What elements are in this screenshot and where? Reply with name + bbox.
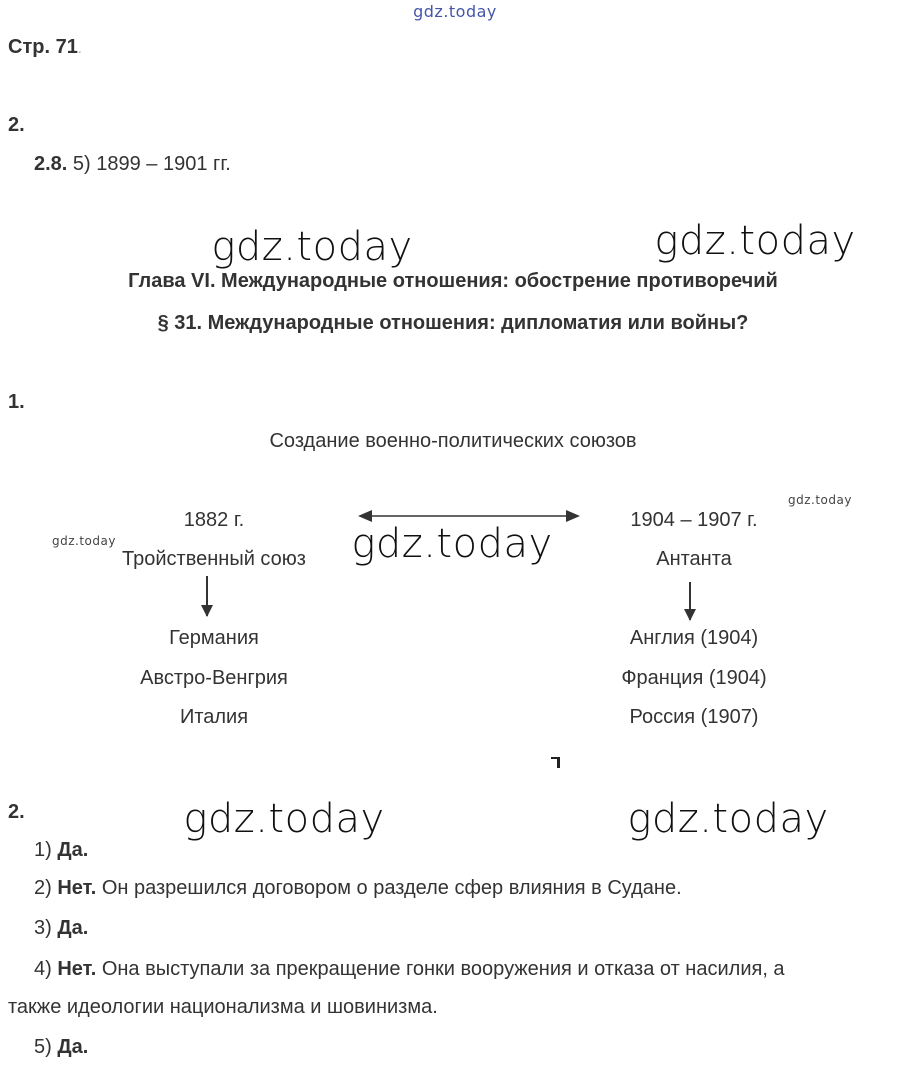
chapter-title: Глава VI. Международные отношения: обострение противоречий: [128, 270, 778, 292]
page-reference: Стр. 71.: [8, 36, 82, 58]
answer-number: 3): [34, 917, 52, 939]
right-member: Франция (1904): [621, 667, 767, 689]
double-arrow-icon: [356, 506, 582, 526]
task-number: 2.: [8, 114, 25, 136]
task-number: 2.: [8, 801, 25, 823]
answer-number: 1): [34, 839, 52, 861]
answer-line: [34, 838, 88, 862]
left-member: Германия: [169, 627, 259, 649]
watermark: gdz.today: [183, 796, 385, 842]
paragraph-title: § 31. Международные отношения: дипломатия или войны?: [157, 312, 749, 334]
answer-line: [34, 876, 682, 900]
answer-number: 5): [34, 1036, 52, 1058]
watermark-top: gdz.today: [413, 2, 497, 21]
answer-line: [34, 1035, 88, 1059]
stray-mark: [551, 757, 560, 768]
watermark-small: gdz.today: [788, 493, 852, 507]
right-alliance-name: Антанта: [656, 548, 732, 570]
left-alliance-name: Тройственный союз: [122, 548, 306, 570]
diagram-title: Создание военно-политических союзов: [269, 430, 637, 452]
right-member: Англия (1904): [629, 627, 759, 649]
answer-text: Она выступали за прекращение гонки вооружения и отказа от насилия, а: [101, 958, 785, 980]
watermark: gdz.today: [211, 224, 413, 270]
watermark: gdz.today: [627, 796, 829, 842]
answer-text: Он разрешился договором о разделе сфер влияния в Судане.: [101, 877, 682, 899]
answer-verdict: Да.: [57, 839, 89, 861]
answer-verdict: Да.: [57, 1036, 89, 1058]
answer-line: [34, 152, 231, 176]
right-member: Россия (1907): [629, 706, 759, 728]
down-arrow-icon: [689, 582, 691, 620]
left-year: 1882 г.: [183, 509, 245, 531]
left-member: Австро-Венгрия: [140, 667, 288, 689]
answer-continuation: также идеологии национализма и шовинизма.: [8, 996, 438, 1018]
right-year: 1904 – 1907 г.: [630, 509, 758, 531]
answer-number: 4): [34, 958, 52, 980]
answer-verdict: Да.: [57, 917, 89, 939]
watermark-small: gdz.today: [52, 534, 116, 548]
answer-verdict: Нет.: [57, 877, 97, 899]
left-member: Италия: [179, 706, 249, 728]
answer-number: 2): [34, 877, 52, 899]
watermark: gdz.today: [351, 521, 553, 567]
watermark: gdz.today: [654, 218, 856, 264]
task-number: 1.: [8, 391, 25, 413]
answer-verdict: Нет.: [57, 958, 97, 980]
item-text: 5) 1899 – 1901 гг.: [72, 153, 231, 175]
item-number: 2.8.: [34, 153, 68, 175]
down-arrow-icon: [206, 576, 208, 616]
answer-line: [34, 916, 88, 940]
answer-line: [34, 957, 785, 981]
